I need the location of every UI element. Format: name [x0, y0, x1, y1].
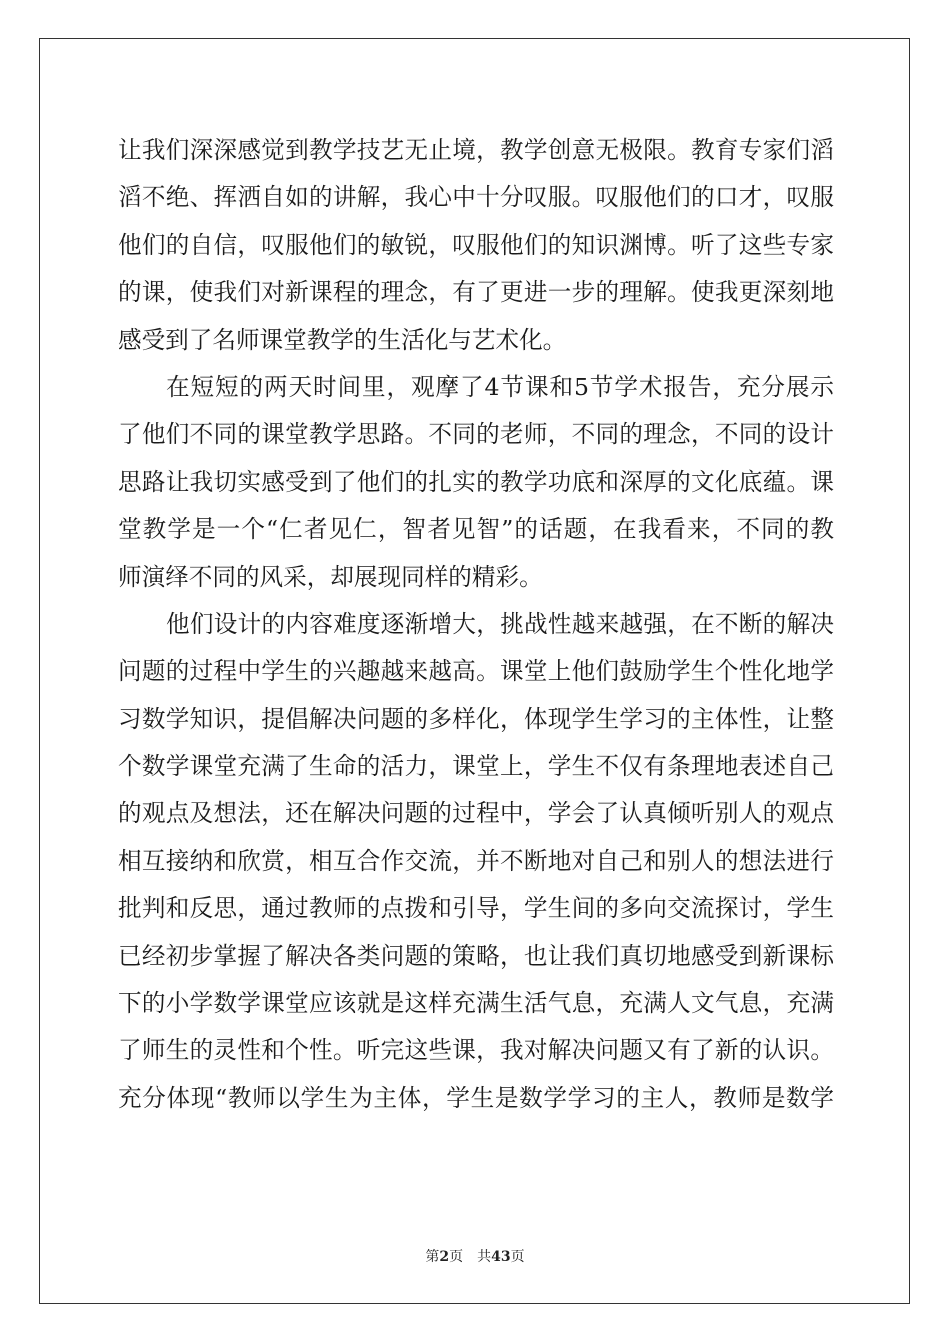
- text-line: 个数学课堂充满了生命的活力，课堂上，学生不仅有条理地表述自己: [118, 752, 834, 781]
- text-line: 了他们不同的课堂教学思路。不同的老师，不同的理念，不同的设计: [118, 420, 834, 449]
- text-line: 下的小学数学课堂应该就是这样充满生活气息，充满人文气息，充满: [118, 989, 834, 1018]
- text-line: 师演绎不同的风采，却展现同样的精彩。: [118, 562, 543, 591]
- page-suffix: 页: [449, 1249, 464, 1265]
- text-line: 习数学知识，提倡解决问题的多样化，体现学生学习的主体性，让整: [118, 704, 834, 733]
- text-line: 批判和反思，通过教师的点拨和引导，学生间的多向交流探讨，学生: [118, 894, 834, 923]
- total-prefix: 共: [477, 1249, 492, 1265]
- text-line: 在短短的两天时间里，观摩了4节课和5节学术报告，充分展示: [166, 372, 834, 401]
- text-line: 感受到了名师课堂教学的生活化与艺术化。: [118, 325, 567, 354]
- text-line: 已经初步掌握了解决各类问题的策略，也让我们真切地感受到新课标: [118, 941, 834, 970]
- page-footer: [0, 1246, 950, 1266]
- text-line: 他们设计的内容难度逐渐增大，挑战性越来越强，在不断的解决: [166, 609, 834, 638]
- text-line: 思路让我切实感受到了他们的扎实的教学功底和深厚的文化底蕴。课: [118, 467, 834, 496]
- text-line: 的观点及想法，还在解决问题的过程中，学会了认真倾听别人的观点: [118, 799, 834, 828]
- paragraph-3: [118, 601, 834, 1122]
- total-suffix: 页: [510, 1249, 525, 1265]
- page-prefix: 第: [425, 1249, 440, 1265]
- total-pages: 43: [491, 1249, 511, 1265]
- text-line: 了师生的灵性和个性。听完这些课，我对解决问题又有了新的认识。: [118, 1036, 834, 1065]
- document-body: [118, 127, 834, 1122]
- text-line: 充分体现“教师以学生为主体，学生是数学学习的主人，教师是数学: [118, 1083, 834, 1112]
- text-line: 堂教学是一个“仁者见仁，智者见智”的话题，在我看来，不同的教: [118, 515, 834, 544]
- text-line: 问题的过程中学生的兴趣越来越高。课堂上他们鼓励学生个性化地学: [118, 657, 834, 686]
- text-line: 滔不绝、挥洒自如的讲解，我心中十分叹服。叹服他们的口才，叹服: [118, 183, 834, 212]
- text-line: 他们的自信，叹服他们的敏锐，叹服他们的知识渊博。听了这些专家: [118, 230, 834, 259]
- text-line: 的课，使我们对新课程的理念，有了更进一步的理解。使我更深刻地: [118, 278, 834, 307]
- text-line: 让我们深深感觉到教学技艺无止境，教学创意无极限。教育专家们滔: [118, 136, 834, 164]
- page-number: 2: [439, 1249, 450, 1265]
- paragraph-1: [118, 127, 834, 364]
- paragraph-2: [118, 364, 834, 601]
- text-line: 相互接纳和欣赏，相互合作交流，并不断地对自己和别人的想法进行: [118, 846, 834, 875]
